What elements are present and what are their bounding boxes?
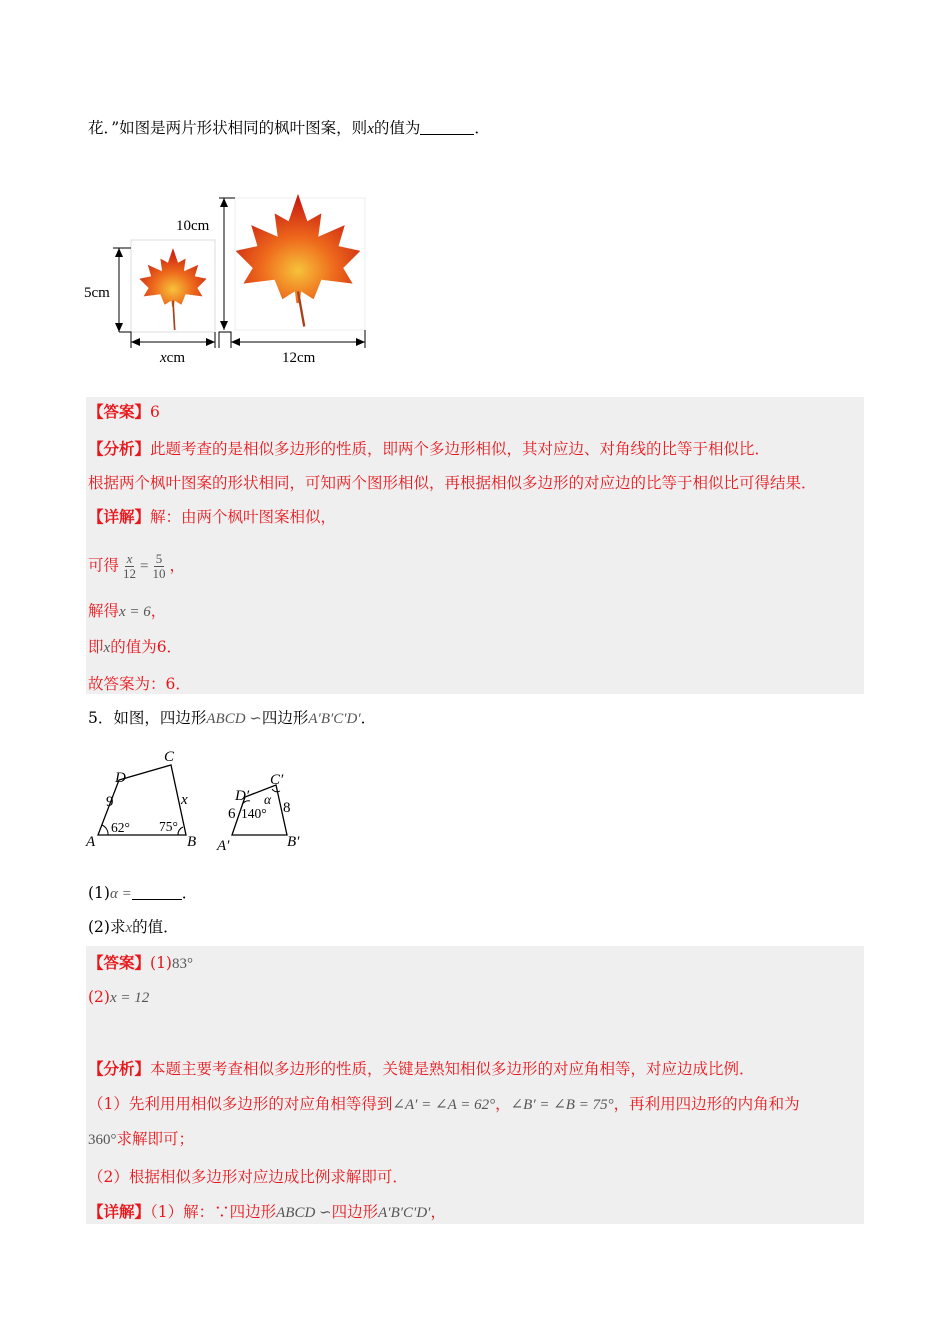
- q4-var-x: x: [367, 121, 374, 137]
- q4-stem: [88, 118, 490, 139]
- q5-sub2: (2)求x的值．: [88, 918, 179, 936]
- q5-answer1-math: 83°: [171, 956, 193, 972]
- q5-detail-tag: 【详解】: [88, 1202, 151, 1221]
- q4-analysis-line1: 此题考查的是相似多边形的性质，即两个多边形相似，其对应边、对角线的比等于相似比．: [150, 440, 771, 458]
- q5-answer-tag: 【答案】: [88, 953, 151, 972]
- label-side-AD: 9: [106, 794, 114, 810]
- q4-answer-blank: [420, 120, 474, 135]
- q5-answer-blank: [132, 885, 182, 900]
- label-A: A: [86, 834, 96, 850]
- label-side-BC: x: [181, 792, 188, 808]
- label-angle-D-prime: 140°: [241, 806, 267, 821]
- q5-analysis-line1: 本题主要考查相似多边形的性质，关键是熟知相似多边形的对应角相等，对应边成比例．: [150, 1060, 755, 1078]
- q4-analysis-line2: 根据两个枫叶图案的形状相同，可知两个图形相似，再根据相似多边形的对应边的比等于相似比可得结果．: [88, 474, 817, 492]
- label-side-A2D2: 6: [228, 806, 236, 822]
- q4-answer-value: 6: [150, 403, 160, 421]
- q5-answer: 【答案】(1)83°: [88, 953, 193, 972]
- q5-analysis: [88, 1059, 755, 1079]
- q4-answer: [88, 402, 160, 422]
- label-B: B: [187, 834, 197, 850]
- label-D: D: [115, 770, 126, 786]
- q5-stem: 5．如图，四边形ABCD ∽四边形A′B′C′D′．: [88, 709, 377, 727]
- label-angle-alpha: α: [264, 792, 272, 807]
- q4-stem-tail: 的值为: [373, 119, 421, 137]
- label-12cm: 12cm: [282, 350, 316, 366]
- label-angle-A: 62°: [111, 820, 130, 835]
- q4-detail-line1: 解：由两个枫叶图案相似，: [150, 508, 337, 526]
- label-C-prime: C′: [270, 772, 284, 788]
- q5-answer2-math: x = 12: [109, 990, 150, 1006]
- q5-analysis-line4: （2）根据相似多边形对应边成比例求解即可．: [88, 1168, 408, 1186]
- q4-detail: [88, 507, 336, 527]
- q4-answer-tag: 【答案】: [88, 402, 151, 421]
- fraction-x-over-12: $\frac{x}{12}$: [123, 551, 137, 581]
- q4-detail-line2: 可得 $\frac{x}{12}$ = $\frac{5}{10}$ ，: [88, 551, 185, 581]
- label-B-prime: B′: [287, 834, 300, 850]
- q4-stem-text: 花．”如图是两片形状相同的枫叶图案，则: [88, 119, 368, 137]
- label-xcm: xcm: [160, 350, 185, 366]
- q4-detail-line5: 故答案为：6．: [88, 675, 191, 693]
- label-angle-B: 75°: [159, 819, 178, 834]
- label-side-B2C2: 8: [283, 800, 291, 816]
- label-10cm: 10cm: [176, 218, 210, 234]
- q5-answer2: (2)x = 12: [88, 988, 150, 1006]
- fraction-5-over-10: $\frac{5}{10}$: [152, 551, 166, 581]
- label-5cm: 5cm: [84, 285, 110, 301]
- q4-analysis-tag: 【分析】: [88, 439, 151, 458]
- q4-math-x-eq-6: x = 6: [119, 604, 151, 620]
- q5-analysis-tag: 【分析】: [88, 1059, 151, 1078]
- q5-detail: 【详解】（1）解：∵四边形ABCD ∽四边形A′B′C′D′，: [88, 1202, 446, 1221]
- q4-stem-period: ．: [474, 119, 490, 137]
- q5-analysis-line2: （1）先利用用相似多边形的对应角相等得到∠A′ = ∠A = 62°，∠B′ = ∠B = 75°，再利用四边形的内角和为: [88, 1095, 800, 1113]
- label-D-prime: D′: [235, 788, 250, 804]
- q4-analysis: [88, 439, 770, 459]
- q5-sub1: (1)α = ．: [88, 884, 198, 902]
- q4-detail-tag: 【详解】: [88, 507, 151, 526]
- q4-detail-line4: 即x的值为6．: [88, 638, 183, 656]
- q4-detail-line3: 解得x = 6，: [88, 602, 167, 620]
- label-C: C: [164, 749, 175, 765]
- maple-leaves-figure: [84, 180, 374, 370]
- q5-analysis-line3: 360°求解即可；: [88, 1130, 195, 1148]
- label-A-prime: A′: [217, 838, 230, 854]
- quadrilaterals-figure: [84, 745, 314, 860]
